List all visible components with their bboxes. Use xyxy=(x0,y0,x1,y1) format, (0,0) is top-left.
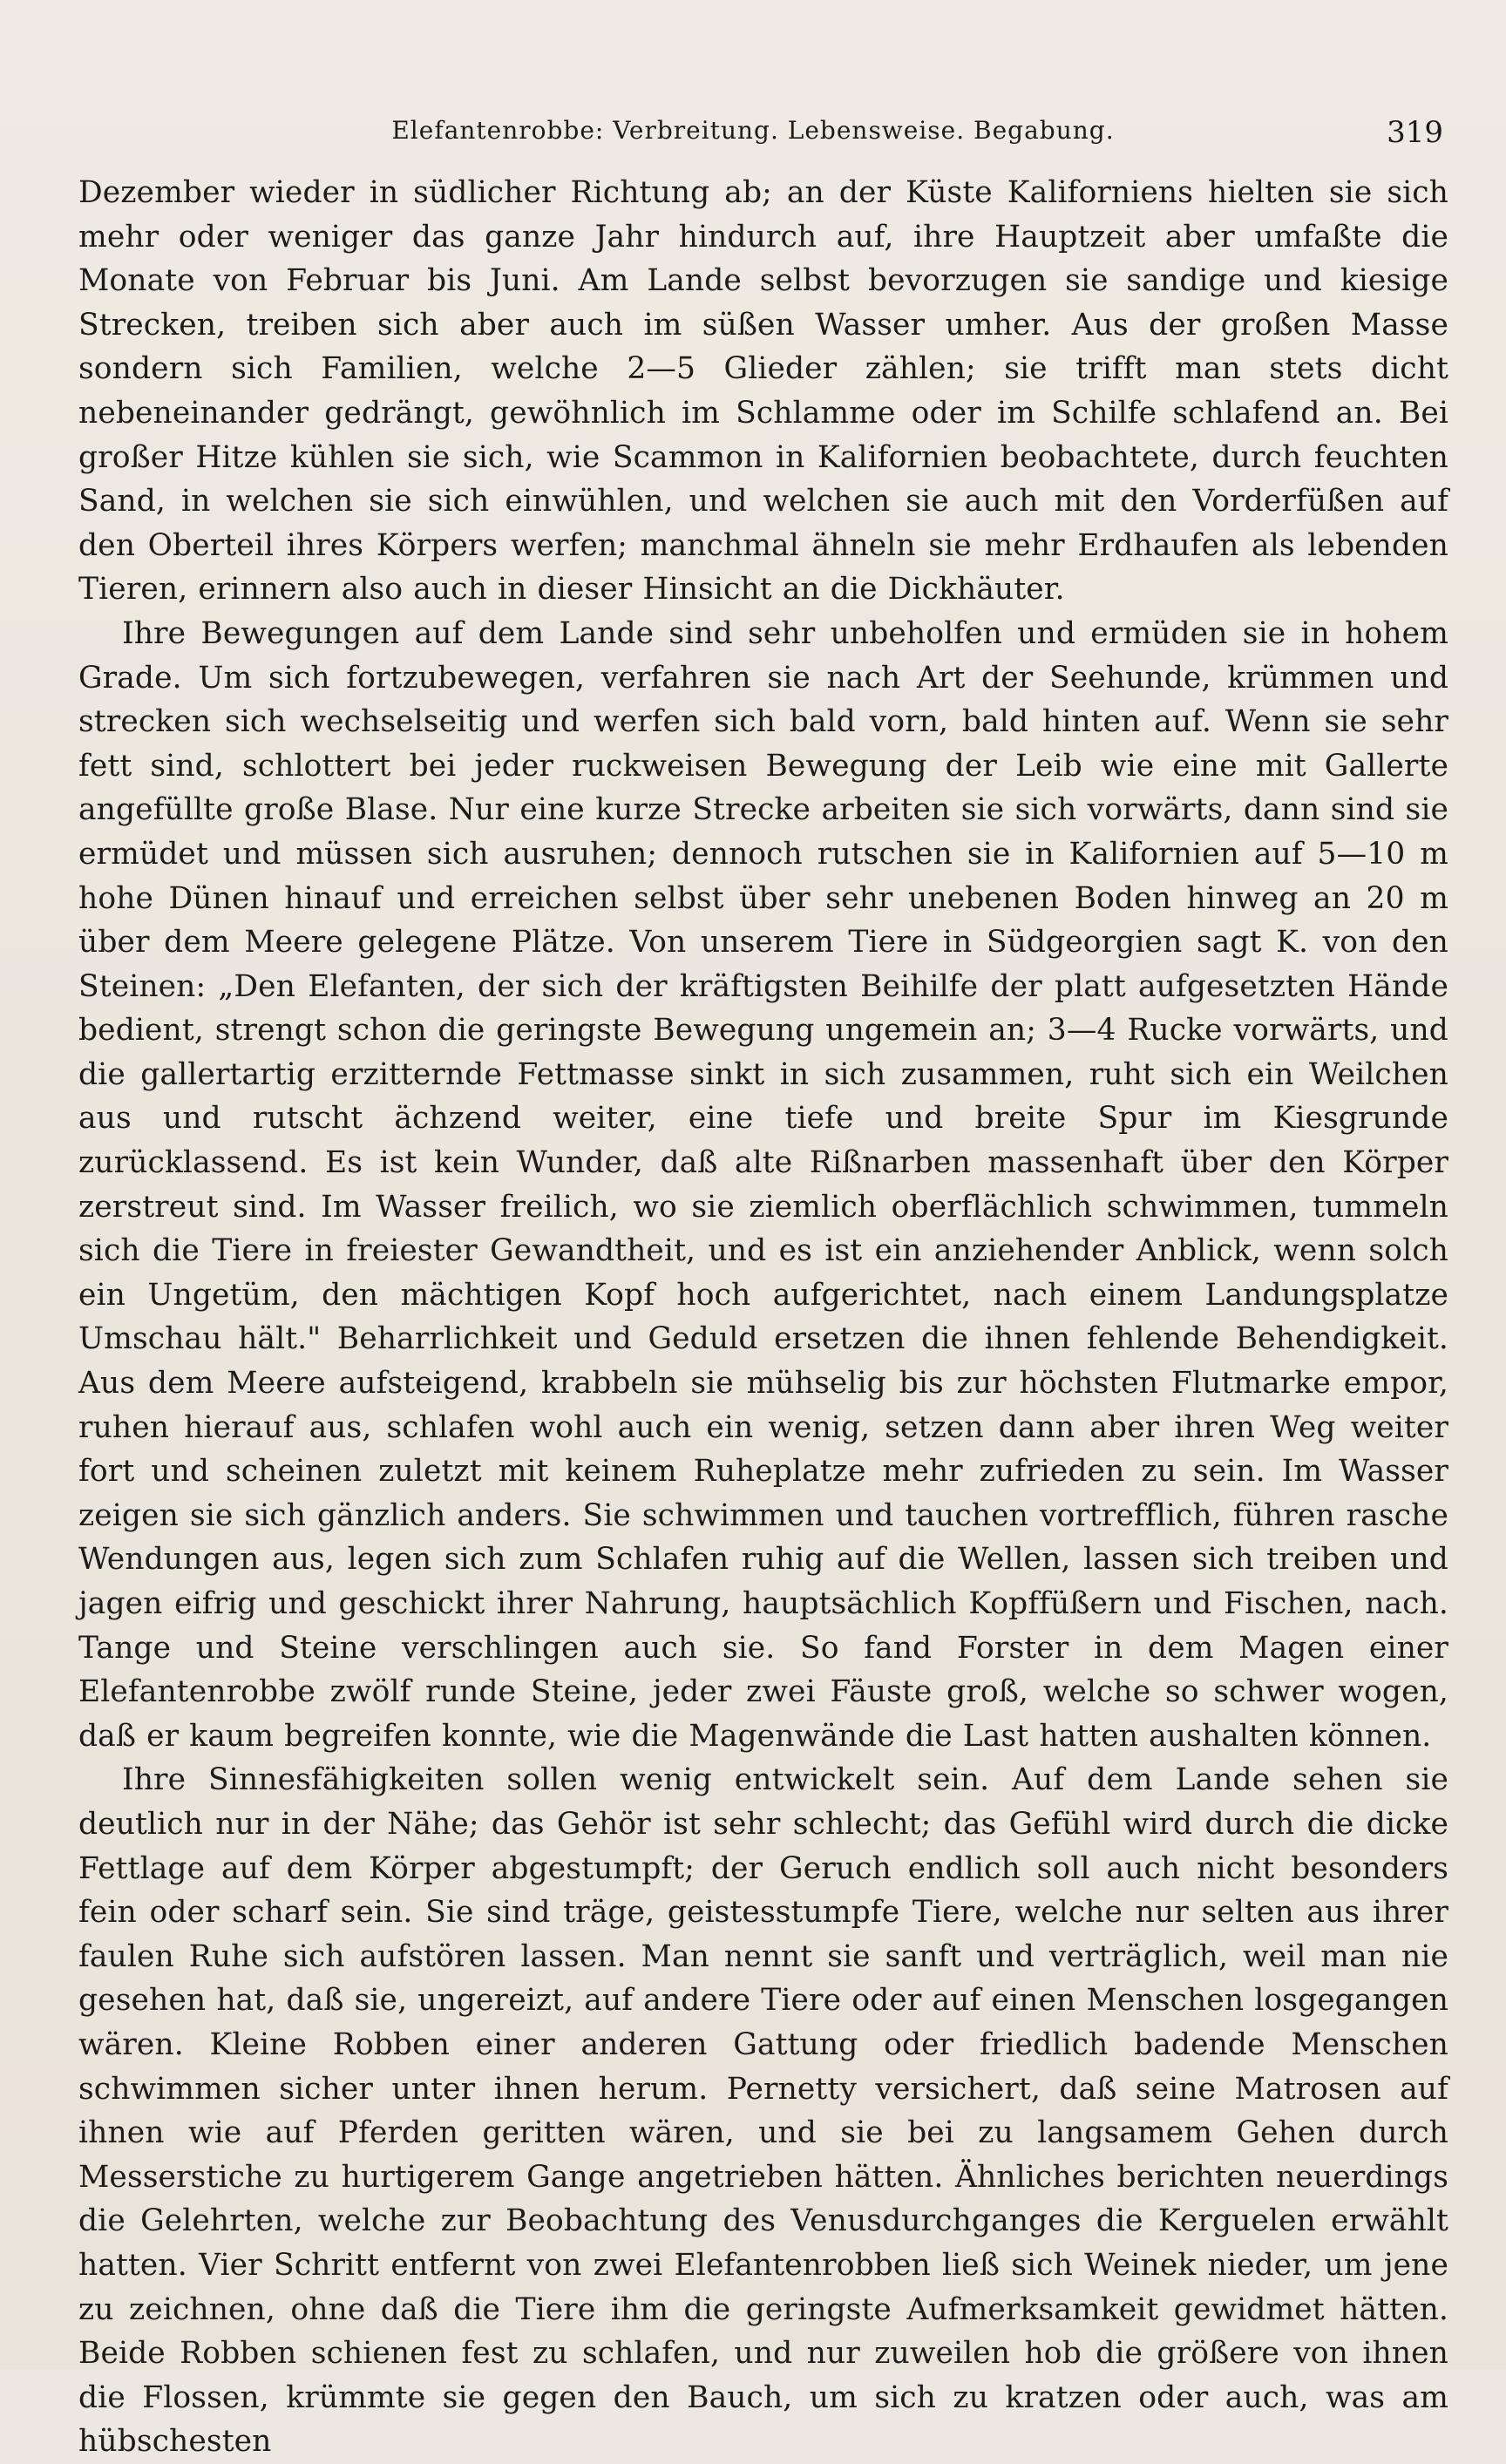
page-number: 319 xyxy=(1387,115,1443,150)
body-text xyxy=(78,171,1448,2464)
paragraph-1: Dezember wieder in südlicher Richtung ab; an der Küste Kaliforniens hielten sie sich mehr oder weniger das ganze Jahr hindurch auf, ihre Hauptzeit aber umfaßte die Monate von Februar bis Juni. Am Lande selbst bevorzugen sie sandige und kiesige Strecken, treiben sich aber auch im süßen Wasser umher. Aus der großen Masse sondern sich Familien, welche 2—5 Glieder zählen; sie trifft man stets dicht nebeneinander gedrängt, gewöhnlich im Schlamme oder im Schilfe schlafend an. Bei großer Hitze kühlen sie sich, wie Scammon in Kalifornien beobachtete, durch feuchten Sand, in welchen sie sich einwühlen, und welchen sie auch mit den Vorderfüßen auf den Oberteil ihres Körpers werfen; manchmal ähneln sie mehr Erdhaufen als lebenden Tieren, erinnern also auch in dieser Hinsicht an die Dickhäuter. xyxy=(78,175,1448,608)
page-header xyxy=(0,112,1506,150)
paragraph-3: Ihre Sinnesfähigkeiten sollen wenig entwickelt sein. Auf dem Lande sehen sie deutlich nur in der Nähe; das Gehör ist sehr schlecht; das Gefühl wird durch die dicke Fettlage auf dem Körper abgestumpft; der Geruch endlich soll auch nicht besonders fein oder scharf sein. Sie sind träge, geistesstumpfe Tiere, welche nur selten aus ihrer faulen Ruhe sich aufstören lassen. Man nennt sie sanft und verträglich, weil man nie gesehen hat, daß sie, ungereizt, auf andere Tiere oder auf einen Menschen losgegangen wären. Kleine Robben einer anderen Gattung oder friedlich badende Menschen schwimmen sicher unter ihnen herum. Pernetty versichert, daß seine Matrosen auf ihnen wie auf Pferden geritten wären, und sie bei zu langsamem Gehen durch Messerstiche zu hurtigerem Gange angetrieben hätten. Ähnliches berichten neuerdings die Gelehrten, welche zur Beobachtung des Venusdurchganges die Kerguelen erwählt hatten. Vier Schritt entfernt von zwei Elefantenrobben ließ sich Weinek nieder, um jene zu zeichnen, ohne daß die Tiere ihm die geringste Aufmerksamkeit gewidmet hätten. Beide Robben schienen fest zu schlafen, und nur zuweilen hob die größere von ihnen die Flossen, krümmte sie gegen den Bauch, um sich zu kratzen oder auch, was am hübschesten xyxy=(78,1762,1448,2460)
paragraph-2: Ihre Bewegungen auf dem Lande sind sehr unbeholfen und ermüden sie in hohem Grade. Um sich fortzubewegen, verfahren sie nach Art der Seehunde, krümmen und strecken sich wechselseitig und werfen sich bald vorn, bald hinten auf. Wenn sie sehr fett sind, schlottert bei jeder ruckweisen Bewegung der Leib wie eine mit Gallerte angefüllte große Blase. Nur eine kurze Strecke arbeiten sie sich vorwärts, dann sind sie ermüdet und müssen sich ausruhen; dennoch rutschen sie in Kalifornien auf 5—10 m hohe Dünen hinauf und erreichen selbst über sehr unebenen Boden hinweg an 20 m über dem Meere gelegene Plätze. Von unserem Tiere in Südgeorgien sagt K. von den Steinen: „Den Elefanten, der sich der kräftigsten Beihilfe der platt aufgesetzten Hände bedient, strengt schon die geringste Bewegung ungemein an; 3—4 Rucke vorwärts, und die gallertartig erzitternde Fettmasse sinkt in sich zusammen, ruht sich ein Weilchen aus und rutscht ächzend weiter, eine tiefe und breite Spur im Kiesgrunde zurücklassend. Es ist kein Wunder, daß alte Rißnarben massenhaft über den Körper zerstreut sind. Im Wasser freilich, wo sie ziemlich oberflächlich schwimmen, tummeln sich die Tiere in freiester Gewandtheit, und es ist ein anziehender Anblick, wenn solch ein Ungetüm, den mächtigen Kopf hoch aufgerichtet, nach einem Landungsplatze Umschau hält." Beharrlichkeit und Geduld ersetzen die ihnen fehlende Behendigkeit. Aus dem Meere aufsteigend, krabbeln sie mühselig bis zur höchsten Flutmarke empor, ruhen hierauf aus, schlafen wohl auch ein wenig, setzen dann aber ihren Weg weiter fort und scheinen zuletzt mit keinem Ruheplatze mehr zufrieden zu sein. Im Wasser zeigen sie sich gänzlich anders. Sie schwimmen und tauchen vortrefflich, führen rasche Wendungen aus, legen sich zum Schlafen ruhig auf die Wellen, lassen sich treiben und jagen eifrig und geschickt ihrer Nahrung, hauptsächlich Kopffüßern und Fischen, nach. Tange und Steine verschlingen auch sie. So fand Forster in dem Magen einer Elefantenrobbe zwölf runde Steine, jeder zwei Fäuste groß, welche so schwer wogen, daß er kaum begreifen konnte, wie die Magenwände die Last hatten aushalten können. xyxy=(78,615,1448,1754)
running-title: Elefantenrobbe: Verbreitung. Lebensweise. Begabung. xyxy=(391,116,1115,145)
